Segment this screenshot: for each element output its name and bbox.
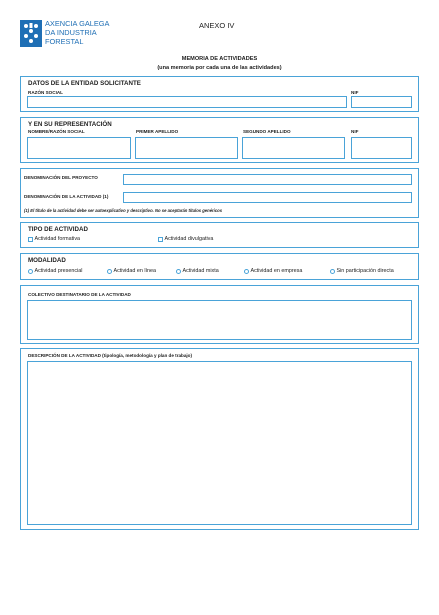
form-title: MEMORIA DE ACTIVIDADES <box>181 56 258 62</box>
audience-section <box>20 285 419 344</box>
entity-section <box>20 76 419 112</box>
representation-heading: Y EN SU REPRESENTACIÓN <box>28 121 112 128</box>
description-input[interactable] <box>27 361 412 525</box>
rep-second-surname-label: SEGUNDO APELLIDO <box>243 129 291 134</box>
rep-nif-label: NIF <box>351 129 359 134</box>
type-formativa-checkbox[interactable] <box>28 237 33 242</box>
modality-section <box>20 253 419 280</box>
modality-empresa-option[interactable] <box>244 269 302 274</box>
modality-empresa-label: Actividad en empresa <box>250 268 303 274</box>
modality-presencial-option[interactable] <box>28 269 82 274</box>
modality-online-label: Actividad en línea <box>113 268 157 274</box>
razon-social-label: RAZÓN SOCIAL <box>28 90 63 95</box>
representation-section <box>20 117 419 163</box>
logo <box>20 18 120 50</box>
project-section <box>20 168 419 218</box>
razon-social-input[interactable] <box>27 96 347 108</box>
modality-mixta-radio[interactable] <box>176 269 181 274</box>
audience-input[interactable] <box>27 300 412 340</box>
modality-sin-participacion-radio[interactable] <box>330 269 335 274</box>
modality-sin-participacion-option[interactable] <box>330 269 394 274</box>
project-label: DENOMINACIÓN DEL PROYECTO <box>24 175 98 180</box>
description-section <box>20 348 419 530</box>
rep-first-surname-label: PRIMER APELLIDO <box>136 129 179 134</box>
description-heading: DESCRIPCIÓN DE LA ACTIVIDAD (tipología, metodología y plan de trabajo) <box>28 353 193 358</box>
type-formativa-label: Actividad formativa <box>34 236 81 242</box>
type-formativa-option[interactable] <box>28 237 80 242</box>
activity-type-heading: TIPO DE ACTIVIDAD <box>28 226 88 233</box>
form-subtitle: (una memoria por cada una de las actividades) <box>157 65 282 71</box>
nif-label: NIF <box>351 90 359 95</box>
modality-sin-participacion-label: Sin participación directa <box>336 268 394 274</box>
type-divulgativa-option[interactable] <box>158 237 213 242</box>
activity-note: (1) El título de la actividad debe ser autoexplicativo y descriptivo. No se aceptarán títulos genéricos <box>24 208 223 213</box>
modality-empresa-radio[interactable] <box>244 269 249 274</box>
entity-heading: DATOS DE LA ENTIDAD SOLICITANTE <box>28 80 141 87</box>
modality-online-option[interactable] <box>107 269 156 274</box>
rep-name-label: NOMBRE/RAZÓN SOCIAL <box>28 129 85 134</box>
type-divulgativa-label: Actividad divulgativa <box>164 236 214 242</box>
rep-name-input[interactable] <box>27 137 131 159</box>
activity-name-input[interactable] <box>123 192 412 203</box>
logo-text-2: DA INDUSTRIA <box>45 28 97 37</box>
rep-second-surname-input[interactable] <box>242 137 345 159</box>
activity-type-section <box>20 222 419 248</box>
nif-input[interactable] <box>351 96 412 108</box>
activity-name-label: DENOMINACIÓN DE LA ACTIVIDAD (1) <box>24 194 109 199</box>
rep-nif-input[interactable] <box>351 137 412 159</box>
type-divulgativa-checkbox[interactable] <box>158 237 163 242</box>
modality-heading: MODALIDAD <box>28 257 66 264</box>
project-input[interactable] <box>123 174 412 185</box>
modality-online-radio[interactable] <box>107 269 112 274</box>
modality-mixta-label: Actividad mixta <box>182 268 219 274</box>
rep-first-surname-input[interactable] <box>135 137 238 159</box>
modality-presencial-label: Actividad presencial <box>34 268 83 274</box>
modality-presencial-radio[interactable] <box>28 269 33 274</box>
modality-mixta-option[interactable] <box>176 269 219 274</box>
logo-text-1: AXENCIA GALEGA <box>45 19 110 28</box>
audience-heading: COLECTIVO DESTINATARIO DE LA ACTIVIDAD <box>28 292 131 297</box>
logo-emblem-icon <box>20 20 42 47</box>
logo-text-3: FORESTAL <box>45 37 84 46</box>
annex-label: ANEXO IV <box>199 21 235 30</box>
